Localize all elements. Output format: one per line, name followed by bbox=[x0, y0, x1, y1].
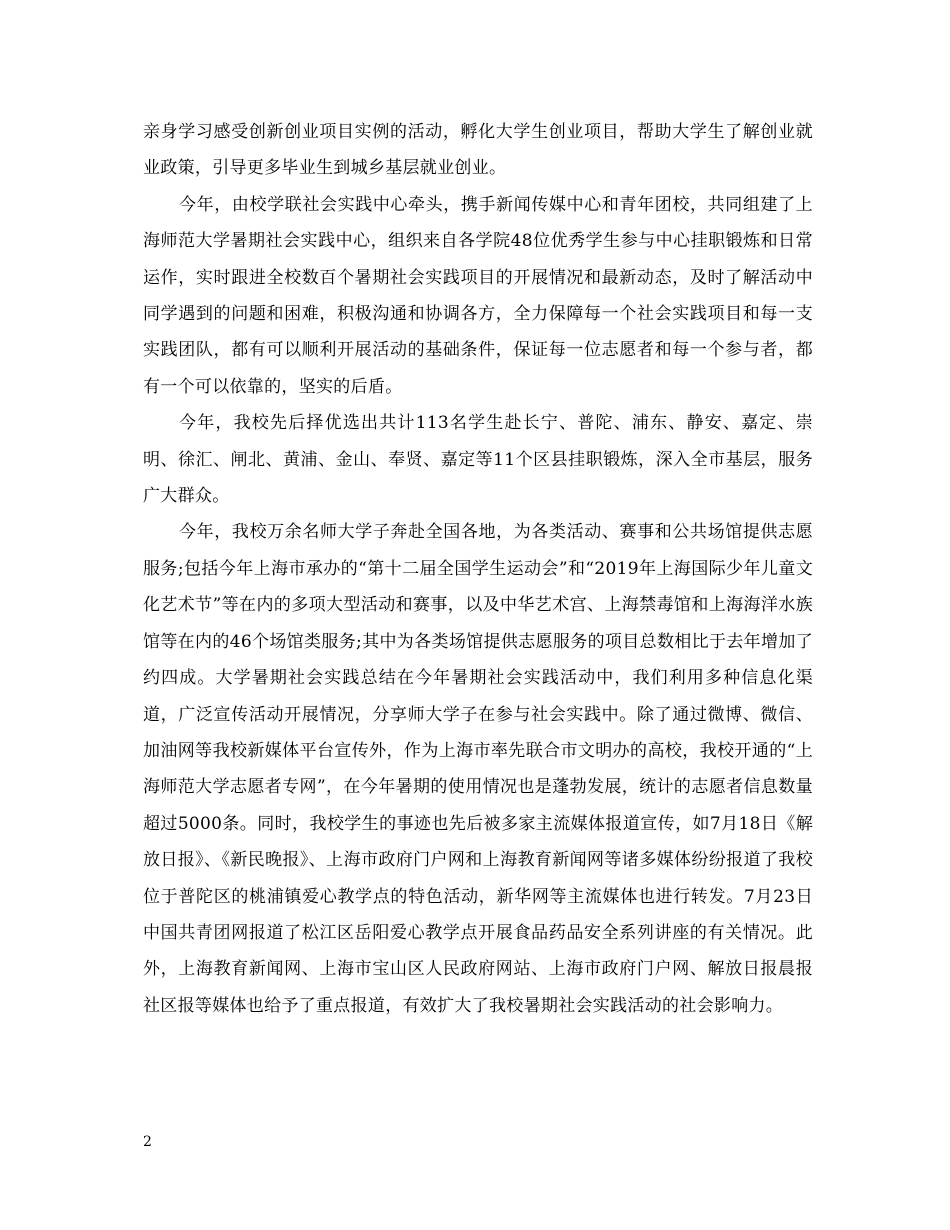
paragraph-3: 今年，我校先后择优选出共计113名学生赴长宁、普陀、浦东、静安、嘉定、崇明、徐汇、闸北、黄浦、金山、奉贤、嘉定等11个区县挂职锻炼，深入全市基层，服务广大群众。 bbox=[143, 413, 813, 507]
body-text bbox=[143, 114, 813, 1024]
page-number: 2 bbox=[143, 1134, 152, 1150]
paragraph-2: 今年，由校学联社会实践中心牵头，携手新闻传媒中心和青年团校，共同组建了上海师范大学暑期社会实践中心，组织来自各学院48位优秀学生参与中心挂职锻炼和日常运作，实时跟进全校数百个暑期社会实践项目的开展情况和最新动态，及时了解活动中同学遇到的问题和困难，积极沟通和协调各方，全力保障每一个社会实践项目和每一支实践团队，都有可以顺利开展活动的基础条件，保证每一位志愿者和每一个参与者，都有一个可以依靠的，坚实的后盾。 bbox=[143, 194, 813, 397]
paragraph-4: 今年，我校万余名师大学子奔赴全国各地，为各类活动、赛事和公共场馆提供志愿服务;包括今年上海市承办的“第十二届全国学生运动会”和“2019年上海国际少年儿童文化艺术节”等在内的多项大型活动和赛事，以及中华艺术宫、上海禁毒馆和上海海洋水族馆等在内的46个场馆类服务;其中为各类场馆提供志愿服务的项目总数相比于去年增加了约四成。大学暑期社会实践总结在今年暑期社会实践活动中，我们利用多种信息化渠道，广泛宣传活动开展情况，分享师大学子在参与社会实践中。除了通过微博、微信、加油网等我校新媒体平台宣传外，作为上海市率先联合市文明办的高校，我校开通的“上海师范大学志愿者专网”，在今年暑期的使用情况也是蓬勃发展，统计的志愿者信息数量超过5000条。同时，我校学生的事迹也先后被多家主流媒体报道宣传，如7月18日《解放日报》、《新民晚报》、上海市政府门户网和上海教育新闻网等诸多媒体纷纷报道了我校位于普陀区的桃浦镇爱心教学点的特色活动，新华网等主流媒体也进行转发。7月23日中国共青团网报道了松江区岳阳爱心教学点开展食品药品安全系列讲座的有关情况。此外，上海教育新闻网、上海市宝山区人民政府网站、上海市政府门户网、解放日报晨报社区报等媒体也给予了重点报道，有效扩大了我校暑期社会实践活动的社会影响力。 bbox=[143, 522, 813, 1016]
paragraph-1: 亲身学习感受创新创业项目实例的活动，孵化大学生创业项目，帮助大学生了解创业就业政策，引导更多毕业生到城乡基层就业创业。 bbox=[143, 122, 813, 179]
